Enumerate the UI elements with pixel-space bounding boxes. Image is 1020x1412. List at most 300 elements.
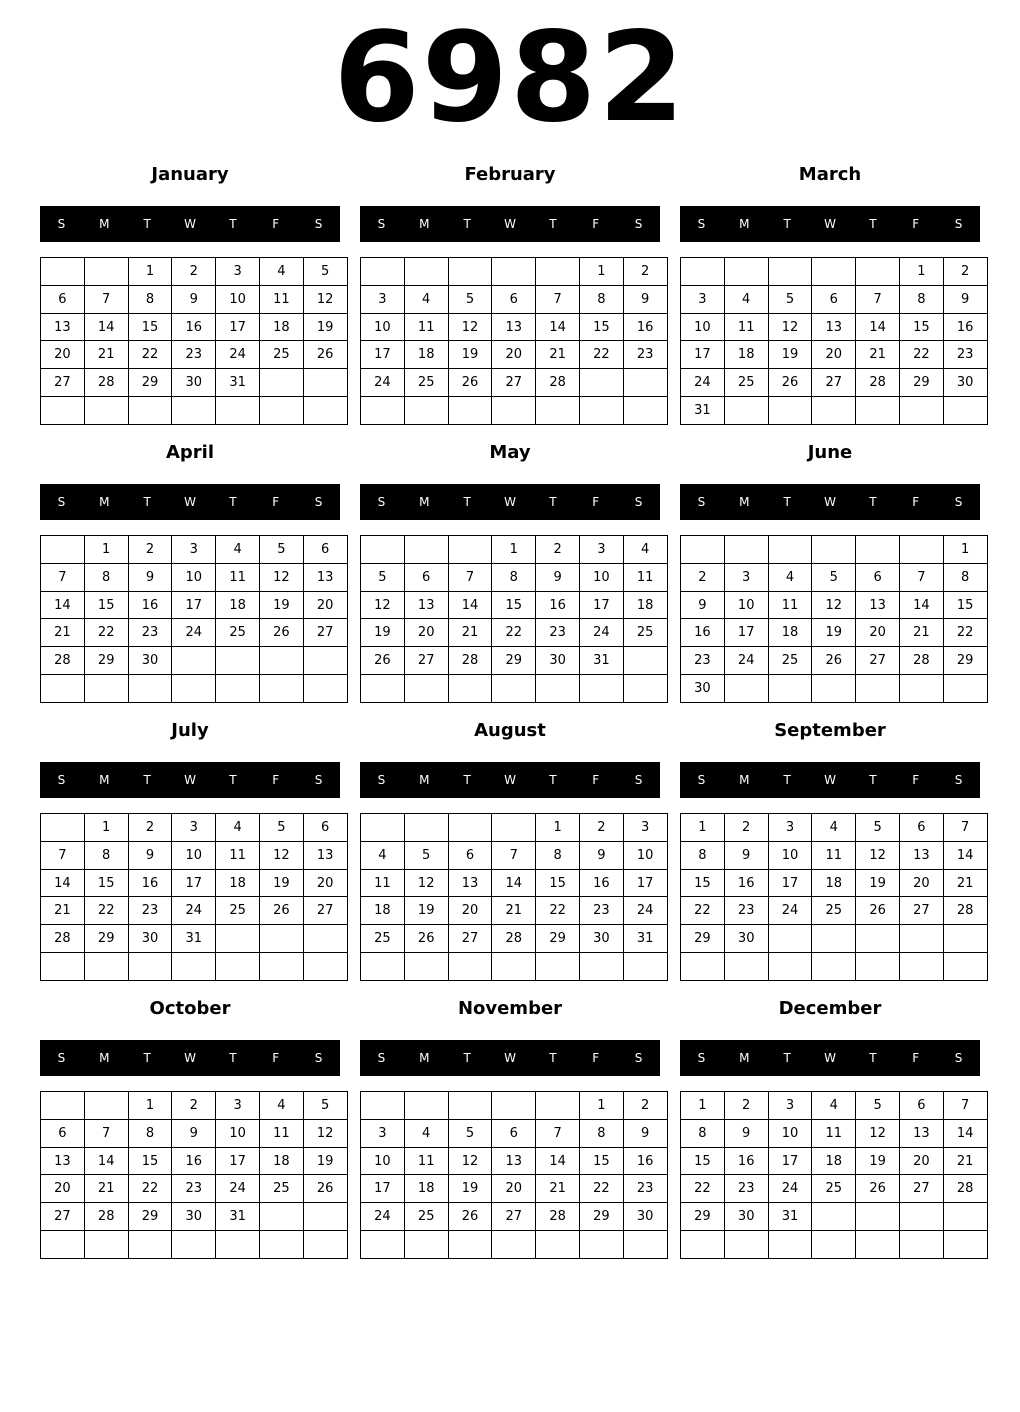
day-cell: 22: [943, 619, 987, 647]
day-cell: [899, 1231, 943, 1259]
day-cell: 16: [536, 591, 580, 619]
day-cell: [768, 953, 812, 981]
day-cell: 15: [681, 869, 725, 897]
month-name: February: [464, 164, 556, 185]
weekday-label: F: [912, 495, 920, 509]
day-cell: 8: [943, 563, 987, 591]
day-cell: 17: [361, 341, 405, 369]
weekday-header: [40, 1040, 340, 1076]
day-cell: 14: [856, 313, 900, 341]
day-cell: 12: [259, 841, 303, 869]
day-cell: 24: [172, 619, 216, 647]
day-cell: 25: [724, 369, 768, 397]
day-cell: 11: [259, 1119, 303, 1147]
day-cell: 12: [856, 1119, 900, 1147]
day-grid: [40, 1091, 348, 1259]
week-row: [361, 1203, 668, 1231]
day-cell: 15: [84, 591, 128, 619]
day-cell: 5: [303, 1092, 347, 1120]
day-cell: 30: [128, 647, 172, 675]
day-cell: 2: [681, 563, 725, 591]
day-cell: [812, 1231, 856, 1259]
day-cell: [856, 1231, 900, 1259]
day-cell: 4: [404, 285, 448, 313]
day-cell: [724, 675, 768, 703]
month-name: May: [489, 442, 531, 463]
week-row: [681, 397, 988, 425]
day-cell: [361, 1231, 405, 1259]
week-row: [41, 869, 348, 897]
day-cell: 2: [623, 258, 667, 286]
day-cell: 27: [899, 1175, 943, 1203]
day-cell: 25: [812, 1175, 856, 1203]
day-cell: 12: [448, 1147, 492, 1175]
week-row: [41, 1231, 348, 1259]
day-cell: 3: [361, 285, 405, 313]
week-row: [681, 591, 988, 619]
day-cell: [899, 675, 943, 703]
day-cell: 23: [681, 647, 725, 675]
weekday-label: T: [143, 217, 151, 231]
day-cell: 23: [172, 341, 216, 369]
day-cell: 13: [899, 841, 943, 869]
month-name: January: [151, 164, 229, 185]
weekday-label: M: [739, 1051, 750, 1065]
day-cell: 13: [41, 1147, 85, 1175]
day-cell: 31: [216, 369, 260, 397]
day-cell: 28: [492, 925, 536, 953]
day-cell: 25: [259, 341, 303, 369]
day-cell: [943, 953, 987, 981]
day-cell: 2: [724, 1092, 768, 1120]
day-cell: 20: [492, 341, 536, 369]
day-cell: 21: [899, 619, 943, 647]
day-cell: [856, 258, 900, 286]
weekday-label: S: [954, 217, 963, 231]
day-cell: [768, 397, 812, 425]
day-cell: [259, 925, 303, 953]
weekday-label: T: [783, 495, 791, 509]
day-cell: 16: [172, 313, 216, 341]
day-cell: 14: [943, 841, 987, 869]
week-row: [361, 1092, 668, 1120]
day-cell: [303, 369, 347, 397]
day-cell: 2: [128, 536, 172, 564]
day-cell: 16: [128, 869, 172, 897]
day-cell: 13: [812, 313, 856, 341]
weekday-label: W: [184, 217, 196, 231]
day-cell: 18: [216, 591, 260, 619]
day-cell: 6: [812, 285, 856, 313]
day-cell: [768, 1231, 812, 1259]
week-row: [361, 536, 668, 564]
day-cell: 1: [492, 536, 536, 564]
day-cell: 31: [216, 1203, 260, 1231]
day-cell: [404, 953, 448, 981]
day-grid: [680, 1091, 988, 1259]
day-cell: 1: [681, 814, 725, 842]
day-cell: [536, 675, 580, 703]
day-cell: 16: [724, 869, 768, 897]
day-grid: [680, 257, 988, 425]
week-row: [41, 285, 348, 313]
day-cell: 18: [361, 897, 405, 925]
weekday-label: S: [954, 1051, 963, 1065]
day-cell: 8: [579, 285, 623, 313]
weekday-label: S: [57, 217, 66, 231]
day-cell: 30: [128, 925, 172, 953]
day-cell: [216, 1231, 260, 1259]
day-cell: [404, 675, 448, 703]
day-cell: 27: [899, 897, 943, 925]
day-cell: 14: [943, 1119, 987, 1147]
day-cell: [536, 1231, 580, 1259]
weekday-label: S: [314, 217, 323, 231]
day-cell: 26: [812, 647, 856, 675]
day-cell: 9: [172, 1119, 216, 1147]
day-cell: [84, 258, 128, 286]
day-cell: [856, 536, 900, 564]
day-cell: 7: [856, 285, 900, 313]
day-cell: 7: [899, 563, 943, 591]
day-cell: 9: [579, 841, 623, 869]
day-cell: 10: [681, 313, 725, 341]
day-cell: [768, 925, 812, 953]
day-cell: 8: [681, 841, 725, 869]
day-cell: [361, 814, 405, 842]
day-cell: 9: [681, 591, 725, 619]
day-cell: 20: [303, 591, 347, 619]
day-cell: [84, 953, 128, 981]
day-cell: 5: [768, 285, 812, 313]
weekday-label: F: [592, 773, 600, 787]
day-cell: 8: [579, 1119, 623, 1147]
day-cell: 22: [681, 1175, 725, 1203]
day-cell: 5: [448, 285, 492, 313]
week-row: [681, 285, 988, 313]
week-row: [681, 536, 988, 564]
week-row: [681, 258, 988, 286]
week-row: [361, 869, 668, 897]
day-cell: 30: [724, 1203, 768, 1231]
day-cell: [216, 953, 260, 981]
week-row: [681, 1203, 988, 1231]
day-cell: 8: [128, 285, 172, 313]
day-grid: [40, 257, 348, 425]
day-cell: [943, 925, 987, 953]
day-cell: 26: [361, 647, 405, 675]
day-cell: 6: [856, 563, 900, 591]
day-cell: 4: [812, 1092, 856, 1120]
week-row: [681, 925, 988, 953]
day-cell: 11: [623, 563, 667, 591]
day-cell: 5: [303, 258, 347, 286]
day-cell: 30: [681, 675, 725, 703]
day-cell: [579, 675, 623, 703]
day-cell: [303, 1203, 347, 1231]
month-september: [680, 718, 980, 988]
day-cell: 21: [943, 869, 987, 897]
day-cell: 26: [303, 341, 347, 369]
day-cell: 1: [84, 814, 128, 842]
day-cell: 13: [448, 869, 492, 897]
weekday-label: S: [314, 495, 323, 509]
day-cell: 28: [84, 369, 128, 397]
week-row: [681, 563, 988, 591]
week-row: [681, 1231, 988, 1259]
day-cell: [41, 814, 85, 842]
day-cell: [84, 675, 128, 703]
day-cell: [492, 814, 536, 842]
day-cell: [404, 258, 448, 286]
day-cell: 9: [724, 841, 768, 869]
day-cell: 20: [41, 1175, 85, 1203]
week-row: [681, 953, 988, 981]
day-cell: 6: [492, 1119, 536, 1147]
day-cell: 29: [536, 925, 580, 953]
day-cell: 30: [943, 369, 987, 397]
day-cell: [259, 675, 303, 703]
day-cell: 13: [404, 591, 448, 619]
day-cell: [856, 953, 900, 981]
day-cell: [172, 953, 216, 981]
day-cell: [536, 258, 580, 286]
day-cell: 25: [259, 1175, 303, 1203]
day-cell: 29: [128, 1203, 172, 1231]
day-cell: 11: [812, 841, 856, 869]
day-cell: [448, 397, 492, 425]
day-cell: 19: [448, 1175, 492, 1203]
day-cell: 28: [448, 647, 492, 675]
day-cell: 17: [216, 313, 260, 341]
day-cell: [536, 397, 580, 425]
day-cell: 6: [448, 841, 492, 869]
weekday-label: M: [419, 1051, 430, 1065]
day-cell: 1: [943, 536, 987, 564]
day-cell: 20: [856, 619, 900, 647]
week-row: [361, 563, 668, 591]
weekday-header: [680, 1040, 980, 1076]
day-cell: 26: [259, 897, 303, 925]
weekday-label: T: [463, 1051, 471, 1065]
week-row: [41, 1175, 348, 1203]
month-name: August: [474, 720, 546, 741]
day-cell: 31: [172, 925, 216, 953]
day-cell: [448, 953, 492, 981]
week-row: [361, 814, 668, 842]
weekday-label: M: [99, 1051, 110, 1065]
day-cell: 10: [724, 591, 768, 619]
day-cell: 12: [812, 591, 856, 619]
day-cell: 18: [812, 1147, 856, 1175]
day-cell: [623, 369, 667, 397]
day-cell: [448, 258, 492, 286]
week-row: [41, 536, 348, 564]
day-cell: 10: [768, 841, 812, 869]
weekday-header: [40, 762, 340, 798]
week-row: [681, 897, 988, 925]
day-cell: 7: [536, 285, 580, 313]
day-cell: [41, 675, 85, 703]
week-row: [361, 1119, 668, 1147]
weekday-label: T: [463, 217, 471, 231]
day-cell: 16: [172, 1147, 216, 1175]
day-grid: [680, 813, 988, 981]
day-cell: 21: [448, 619, 492, 647]
day-cell: 22: [492, 619, 536, 647]
day-cell: 28: [41, 647, 85, 675]
weekday-label: M: [99, 495, 110, 509]
day-cell: 5: [812, 563, 856, 591]
day-cell: 6: [492, 285, 536, 313]
weekday-label: S: [377, 495, 386, 509]
day-cell: [404, 536, 448, 564]
weekday-label: S: [377, 1051, 386, 1065]
day-cell: 12: [303, 285, 347, 313]
day-cell: 4: [768, 563, 812, 591]
day-cell: 4: [404, 1119, 448, 1147]
day-cell: 20: [41, 341, 85, 369]
day-cell: [41, 258, 85, 286]
day-cell: 17: [579, 591, 623, 619]
day-cell: [899, 1203, 943, 1231]
day-cell: 21: [41, 619, 85, 647]
weekday-label: S: [954, 773, 963, 787]
day-cell: 28: [41, 925, 85, 953]
day-cell: 4: [623, 536, 667, 564]
day-cell: 18: [768, 619, 812, 647]
day-cell: 15: [492, 591, 536, 619]
day-cell: 30: [536, 647, 580, 675]
day-cell: 21: [41, 897, 85, 925]
day-cell: 22: [681, 897, 725, 925]
day-cell: 3: [216, 258, 260, 286]
weekday-label: T: [549, 217, 557, 231]
day-cell: [812, 925, 856, 953]
week-row: [41, 397, 348, 425]
day-cell: 17: [768, 869, 812, 897]
day-cell: 9: [536, 563, 580, 591]
day-cell: 26: [404, 925, 448, 953]
day-cell: 15: [536, 869, 580, 897]
day-cell: [41, 536, 85, 564]
day-cell: 14: [492, 869, 536, 897]
week-row: [681, 1119, 988, 1147]
weekday-label: M: [739, 495, 750, 509]
weekday-label: S: [954, 495, 963, 509]
day-cell: [303, 675, 347, 703]
day-cell: 6: [303, 536, 347, 564]
day-cell: 12: [259, 563, 303, 591]
weekday-label: W: [824, 217, 836, 231]
day-cell: 25: [768, 647, 812, 675]
week-row: [361, 258, 668, 286]
weekday-header: [680, 206, 980, 242]
weekday-label: T: [229, 773, 237, 787]
day-cell: 26: [768, 369, 812, 397]
week-row: [361, 925, 668, 953]
day-cell: 12: [404, 869, 448, 897]
day-cell: 22: [579, 341, 623, 369]
day-cell: [361, 397, 405, 425]
day-cell: 28: [536, 1203, 580, 1231]
day-cell: 22: [84, 619, 128, 647]
day-cell: 14: [536, 1147, 580, 1175]
day-cell: 6: [404, 563, 448, 591]
week-row: [41, 369, 348, 397]
day-cell: 11: [404, 1147, 448, 1175]
weekday-label: T: [783, 1051, 791, 1065]
week-row: [681, 841, 988, 869]
day-cell: 11: [768, 591, 812, 619]
day-cell: 6: [41, 1119, 85, 1147]
weekday-label: M: [739, 217, 750, 231]
day-cell: 8: [84, 563, 128, 591]
day-cell: 15: [579, 313, 623, 341]
day-cell: 29: [899, 369, 943, 397]
day-cell: 27: [41, 1203, 85, 1231]
day-cell: [41, 953, 85, 981]
weekday-label: T: [549, 495, 557, 509]
weekday-label: S: [697, 773, 706, 787]
day-cell: [361, 258, 405, 286]
day-cell: 14: [84, 1147, 128, 1175]
week-row: [41, 619, 348, 647]
day-cell: 5: [404, 841, 448, 869]
day-cell: 14: [41, 591, 85, 619]
weekday-label: S: [634, 1051, 643, 1065]
day-cell: 16: [681, 619, 725, 647]
day-cell: 28: [943, 1175, 987, 1203]
week-row: [681, 341, 988, 369]
day-cell: [404, 1092, 448, 1120]
week-row: [361, 369, 668, 397]
day-cell: 31: [579, 647, 623, 675]
day-cell: [303, 953, 347, 981]
weekday-label: F: [912, 1051, 920, 1065]
weekday-label: W: [184, 773, 196, 787]
day-cell: [303, 397, 347, 425]
day-cell: 19: [303, 1147, 347, 1175]
weekday-header: [680, 484, 980, 520]
day-cell: 18: [259, 1147, 303, 1175]
day-cell: 24: [724, 647, 768, 675]
day-cell: 12: [856, 841, 900, 869]
day-grid: [360, 535, 668, 703]
day-cell: 20: [899, 869, 943, 897]
day-cell: 29: [943, 647, 987, 675]
day-cell: 15: [943, 591, 987, 619]
day-cell: [448, 675, 492, 703]
day-cell: [303, 925, 347, 953]
day-grid: [40, 535, 348, 703]
day-cell: 10: [172, 563, 216, 591]
weekday-label: S: [57, 1051, 66, 1065]
week-row: [41, 1147, 348, 1175]
day-cell: 11: [361, 869, 405, 897]
day-cell: 11: [404, 313, 448, 341]
day-cell: 20: [404, 619, 448, 647]
day-cell: 27: [812, 369, 856, 397]
day-cell: 28: [856, 369, 900, 397]
day-cell: 17: [172, 869, 216, 897]
weekday-label: T: [549, 773, 557, 787]
day-cell: [943, 1203, 987, 1231]
day-cell: 17: [172, 591, 216, 619]
weekday-label: T: [143, 773, 151, 787]
day-cell: [943, 397, 987, 425]
day-cell: 28: [899, 647, 943, 675]
